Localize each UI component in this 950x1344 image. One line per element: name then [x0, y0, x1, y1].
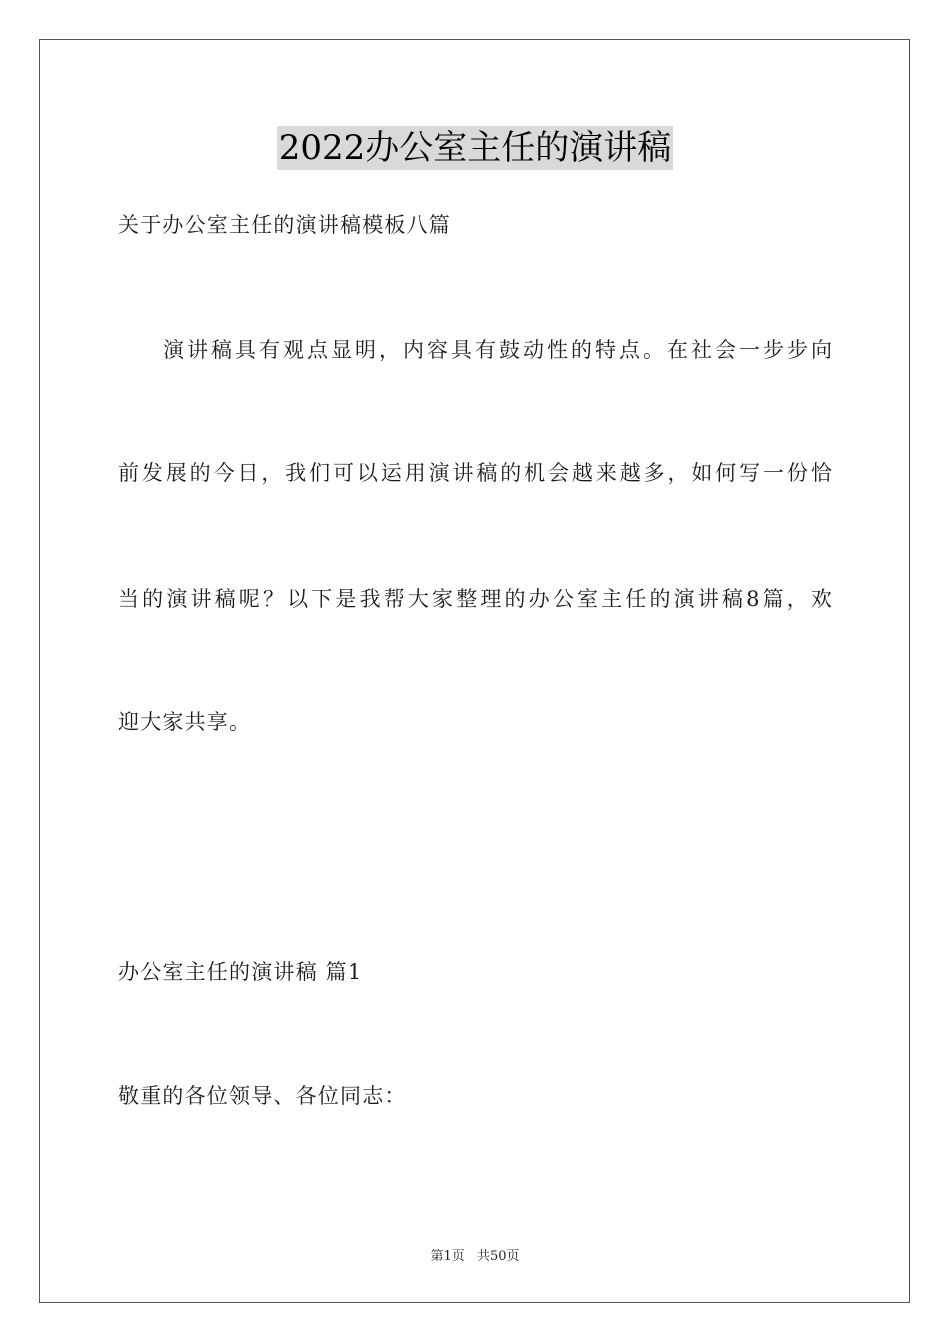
paragraph-line-1: 演 讲 稿 具 有 观 点 显 明 ， 内 容 具 有 鼓 动 性 的 特 点 。 在 社 会 一 步 步 向 — [163, 338, 832, 362]
page-number: 第1页 — [430, 1249, 465, 1264]
paragraph-line-3: 当 的 演 讲 稿 呢 ？ 以 下 是 我 帮 大 家 整 理 的 办 公 室 主 任 的 演 讲 稿 8 篇 ， 欢 — [118, 587, 832, 611]
paragraph-line-2: 前 发 展 的 今 日 ， 我 们 可 以 运 用 演 讲 稿 的 机 会 越 来 越 多 ， 如 何 写 一 份 恰 — [118, 461, 832, 485]
page-total: 共50页 — [476, 1249, 520, 1264]
paragraph-line-4: 迎大家共享。 — [118, 710, 252, 734]
page-footer — [0, 1248, 950, 1266]
document-subtitle: 关于办公室主任的演讲稿模板八篇 — [118, 213, 451, 237]
title-container — [0, 126, 950, 170]
salutation: 敬重的各位领导、各位同志： — [118, 1084, 407, 1108]
document-title: 2022办公室主任的演讲稿 — [278, 128, 672, 168]
section-heading: 办公室主任的演讲稿 篇1 — [118, 960, 363, 984]
